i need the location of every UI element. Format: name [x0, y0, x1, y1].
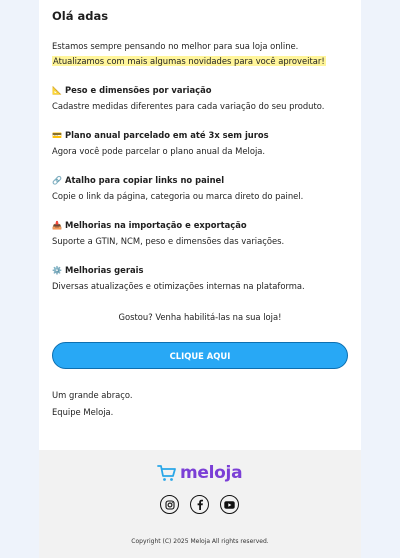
instagram-icon[interactable]: [160, 495, 179, 514]
logo-wordmark: meloja: [180, 463, 243, 483]
feature-title: Melhorias na importação e exportação: [65, 220, 247, 230]
social-links: [160, 495, 239, 514]
inbox-tray-icon: 📥: [52, 221, 62, 230]
highlighted-text: Atualizamos com mais algumas novidades para você aproveitar!: [53, 56, 325, 66]
feature-annual-plan: [52, 130, 348, 157]
feature-title: Melhorias gerais: [65, 265, 144, 275]
shopping-cart-icon: [157, 464, 177, 482]
feature-description: Cadastre medidas diferentes para cada variação do seu produto.: [52, 101, 325, 111]
greeting: Olá adas: [52, 9, 109, 23]
feature-description: Diversas atualizações e otimizações internas na plataforma.: [52, 281, 305, 291]
email-footer: [39, 450, 361, 558]
copyright-text: Copyright (C) 2025 Meloja All rights reserved.: [131, 538, 269, 545]
feature-title: Peso e dimensões por variação: [65, 85, 212, 95]
feature-title: Atalho para copiar links no painel: [65, 175, 225, 185]
feature-title: Plano anual parcelado em até 3x sem juros: [65, 130, 269, 140]
feature-description: Suporte a GTIN, NCM, peso e dimensões das variações.: [52, 236, 285, 246]
meloja-logo[interactable]: [157, 462, 247, 484]
signoff-team: Equipe Meloja.: [52, 407, 114, 417]
feature-copy-links: [52, 175, 348, 202]
youtube-glyph: [224, 501, 235, 509]
feature-weight-dimensions: [52, 85, 348, 112]
facebook-glyph: [195, 499, 205, 510]
ruler-icon: 📐: [52, 86, 62, 95]
signoff-line: Um grande abraço.: [52, 390, 133, 400]
email-card: [39, 0, 361, 558]
cta-button[interactable]: CLIQUE AQUI: [52, 342, 348, 369]
feature-general: [52, 265, 348, 292]
cta-prompt: Gostou? Venha habilitá-las na sua loja!: [118, 312, 282, 322]
email-body: [39, 0, 361, 418]
link-icon: 🔗: [52, 176, 62, 185]
facebook-icon[interactable]: [190, 495, 209, 514]
intro-line: Estamos sempre pensando no melhor para sua loja online.: [52, 41, 299, 51]
intro-highlight-line: [52, 56, 348, 67]
instagram-glyph: [165, 500, 175, 510]
youtube-icon[interactable]: [220, 495, 239, 514]
credit-card-icon: 💳: [52, 131, 62, 140]
gear-icon: ⚙️: [52, 266, 62, 275]
feature-import-export: [52, 220, 348, 247]
feature-description: Copie o link da página, categoria ou marca direto do painel.: [52, 191, 304, 201]
feature-description: Agora você pode parcelar o plano anual da Meloja.: [52, 146, 266, 156]
